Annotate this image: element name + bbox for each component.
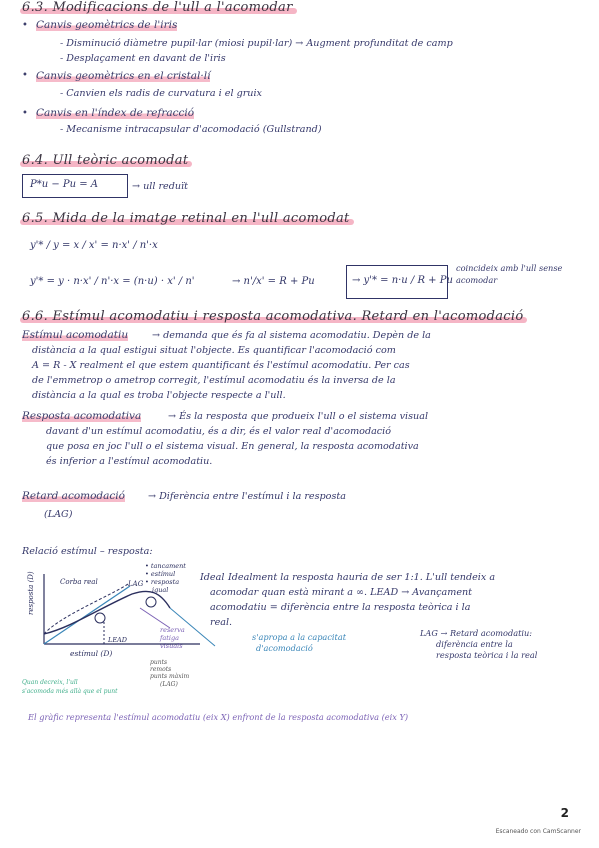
equation-image-size: y'* = y · n·x' / n'·x = (n·u) · x' / n'	[30, 276, 195, 287]
stimulus-line-4: de l'emmetrop o ametrop corregit, l'estímul acomodatiu és la inversa de la	[32, 375, 396, 386]
page-number: 2	[560, 806, 569, 820]
marker-circle	[95, 613, 105, 623]
lag-label: Retard acomodació	[22, 490, 125, 502]
graph-desc-2: acomodar quan està mirant a ∞. LEAD → Avançament	[210, 587, 473, 598]
stimulus-response-graph	[20, 556, 220, 706]
response-line-1: → És la resposta que produeix l'ull o el sistema visual	[168, 411, 429, 422]
top-label-1: • tancament	[145, 562, 186, 570]
formula-accommodated-eye: P*u − Pu = A	[30, 179, 99, 190]
stimulus-line-2: distància a la qual estigui situat l'objecte. Es quantificar l'acomodació com	[32, 345, 396, 356]
bullet-dot: •	[22, 108, 28, 119]
response-line-4: és inferior a l'estímul acomodatiu.	[46, 456, 213, 467]
tonic-label: (LAG)	[160, 681, 178, 688]
bullet-index-a: - Mecanisme intracapsular d'acomodació (Gullstrand)	[60, 124, 322, 135]
section-6-3-title: 6.3. Modificacions de l'ull a l'acomodar	[22, 0, 293, 15]
bullet-cristalli: Canvis geomètrics en el cristal·lí	[36, 70, 211, 82]
formula-note: → ull reduït	[132, 181, 188, 192]
blue-note-1: s'apropa a la capacitat	[252, 632, 346, 642]
result-note: coincideix amb l'ull sense acomodar	[456, 263, 563, 285]
response-label: Resposta acomodativa	[22, 410, 142, 422]
bullet-iris-a: - Disminució diàmetre pupil·lar (miosi pupil·lar) → Augment profunditat de camp	[60, 38, 453, 49]
bullet-iris-b: - Desplaçament en davant de l'iris	[60, 53, 226, 64]
graph-desc-3: acomodatiu = diferència entre la resposta teòrica i la	[210, 602, 471, 613]
real-curve	[44, 591, 170, 634]
purple-arrow	[140, 608, 170, 628]
real-label: Corba real	[60, 578, 98, 586]
stimulus-line-5: distància a la qual es troba l'objecte respecte a l'ull.	[32, 390, 286, 401]
section-6-6-title: 6.6. Estímul acomodatiu i resposta acomodativa. Retard en l'acomodació	[22, 309, 524, 324]
response-line-3: que posa en joc l'ull o el sistema visual. En general, la resposta acomodativa	[46, 441, 419, 452]
lag-note-1: LAG → Retard acomodatiu:	[420, 628, 533, 638]
response-line-2: davant d'un estímul acomodatiu, és a dir, és el valor real d'acomodació	[46, 426, 392, 437]
graph-desc-4: real.	[210, 617, 233, 628]
stimulus-line-3: A = R - X realment el que estem quantificant és l'estímul acomodatiu. Per cas	[32, 360, 410, 371]
bullet-dot: •	[22, 70, 28, 81]
stimulus-label: Estímul acomodatiu	[22, 329, 129, 341]
stimulus-line-1: → demanda que és fa al sistema acomodatiu. Depèn de la	[152, 330, 431, 341]
lag-note-2: diferència entre la	[436, 639, 513, 649]
equation-vergence: → n'/x' = R + Pu	[232, 276, 315, 287]
footer-sentence: El gràfic representa l'estímul acomodatiu (eix X) enfront de la resposta acomodativa (eix Y)	[28, 712, 409, 722]
green-note-2: s'acomoda més allà que el punt	[22, 688, 118, 695]
equation-result: → y'* = n·u / R + Pu	[352, 275, 453, 286]
punts-label-3: punts màxim	[150, 673, 190, 680]
marker-circle	[146, 597, 156, 607]
lag-definition: → Diferència entre l'estímul i la resposta	[148, 491, 346, 502]
footer-scan-label: Escaneado con CamScanner	[495, 828, 581, 835]
visuals-label: visuals	[160, 642, 183, 650]
y-axis-label: resposta (D)	[27, 571, 35, 615]
lead-marker-label: LEAD	[108, 636, 127, 644]
top-label-4: igual	[152, 586, 169, 594]
bullet-cristalli-a: - Canvien els radis de curvatura i el gruix	[60, 88, 262, 99]
graph-title: Relació estímul – resposta:	[22, 546, 153, 557]
bullet-index: Canvis en l'índex de refracció	[36, 107, 195, 119]
section-6-4-title: 6.4. Ull teòric acomodat	[22, 153, 189, 168]
green-note-1: Quan decreix, l'ull	[22, 679, 78, 686]
punts-label-1: punts	[150, 659, 168, 666]
ideal-text: Ideal	[200, 572, 225, 583]
top-label-3: • resposta	[145, 578, 180, 586]
x-axis-label: estímul (D)	[70, 649, 113, 658]
punts-label-2: remots	[150, 666, 172, 673]
lag-marker-label: LAG	[128, 580, 144, 588]
real-curve-upper	[44, 584, 128, 634]
equation-magnification: y'* / y = x / x' = n·x' / n'·x	[30, 240, 158, 251]
lag-abbrev: (LAG)	[44, 509, 73, 520]
fatiga-label: fatiga	[160, 634, 180, 642]
blue-note-2: d'acomodació	[256, 643, 313, 653]
top-label-2: • estímul	[145, 570, 176, 578]
bullet-dot: •	[22, 20, 28, 31]
graph-desc-1: Idealment la resposta hauria de ser 1:1. L'ull tendeix a	[228, 572, 496, 583]
bullet-iris: Canvis geomètrics de l'iris	[36, 19, 178, 31]
reserva-label: reserva	[160, 626, 185, 634]
section-6-5-title: 6.5. Mida de la imatge retinal en l'ull acomodat	[22, 211, 350, 226]
lag-note-3: resposta teòrica i la real	[436, 650, 538, 660]
